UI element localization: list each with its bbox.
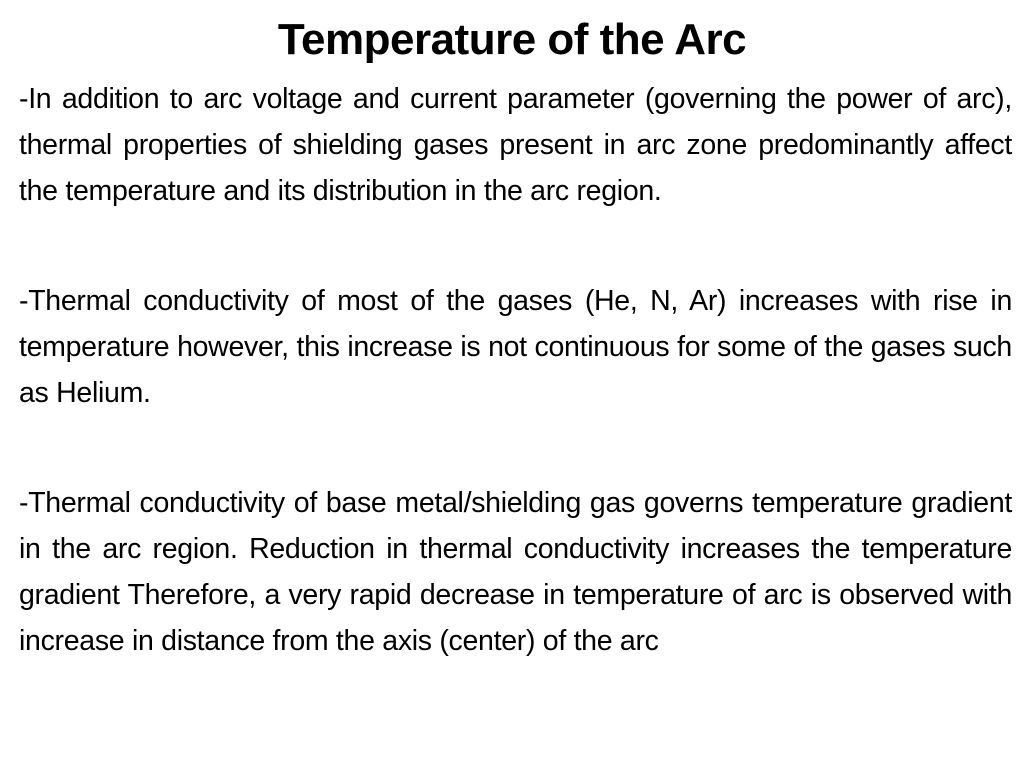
paragraph-arc-parameters: -In addition to arc voltage and current parameter (governing the power of arc), thermal properties of shielding gases present in arc zone predominantly affect the temperature and its distribution in the arc region. [19, 83, 1012, 207]
slide-body [19, 76, 1012, 664]
paragraph-thermal-conductivity-gases: -Thermal conductivity of most of the gases (He, N, Ar) increases with rise in temperature however, this increase is not continuous for some of the gases such as Helium. [19, 285, 1012, 409]
paragraph-temperature-gradient: -Thermal conductivity of base metal/shielding gas governs temperature gradient in the arc region. Reduction in thermal conductivity increases the temperature gradient Therefore, a very rapid decrease in temperature of arc is observed with increase in distance from the axis (center) of the arc [19, 487, 1012, 657]
slide-title: Temperature of the Arc [277, 15, 747, 64]
